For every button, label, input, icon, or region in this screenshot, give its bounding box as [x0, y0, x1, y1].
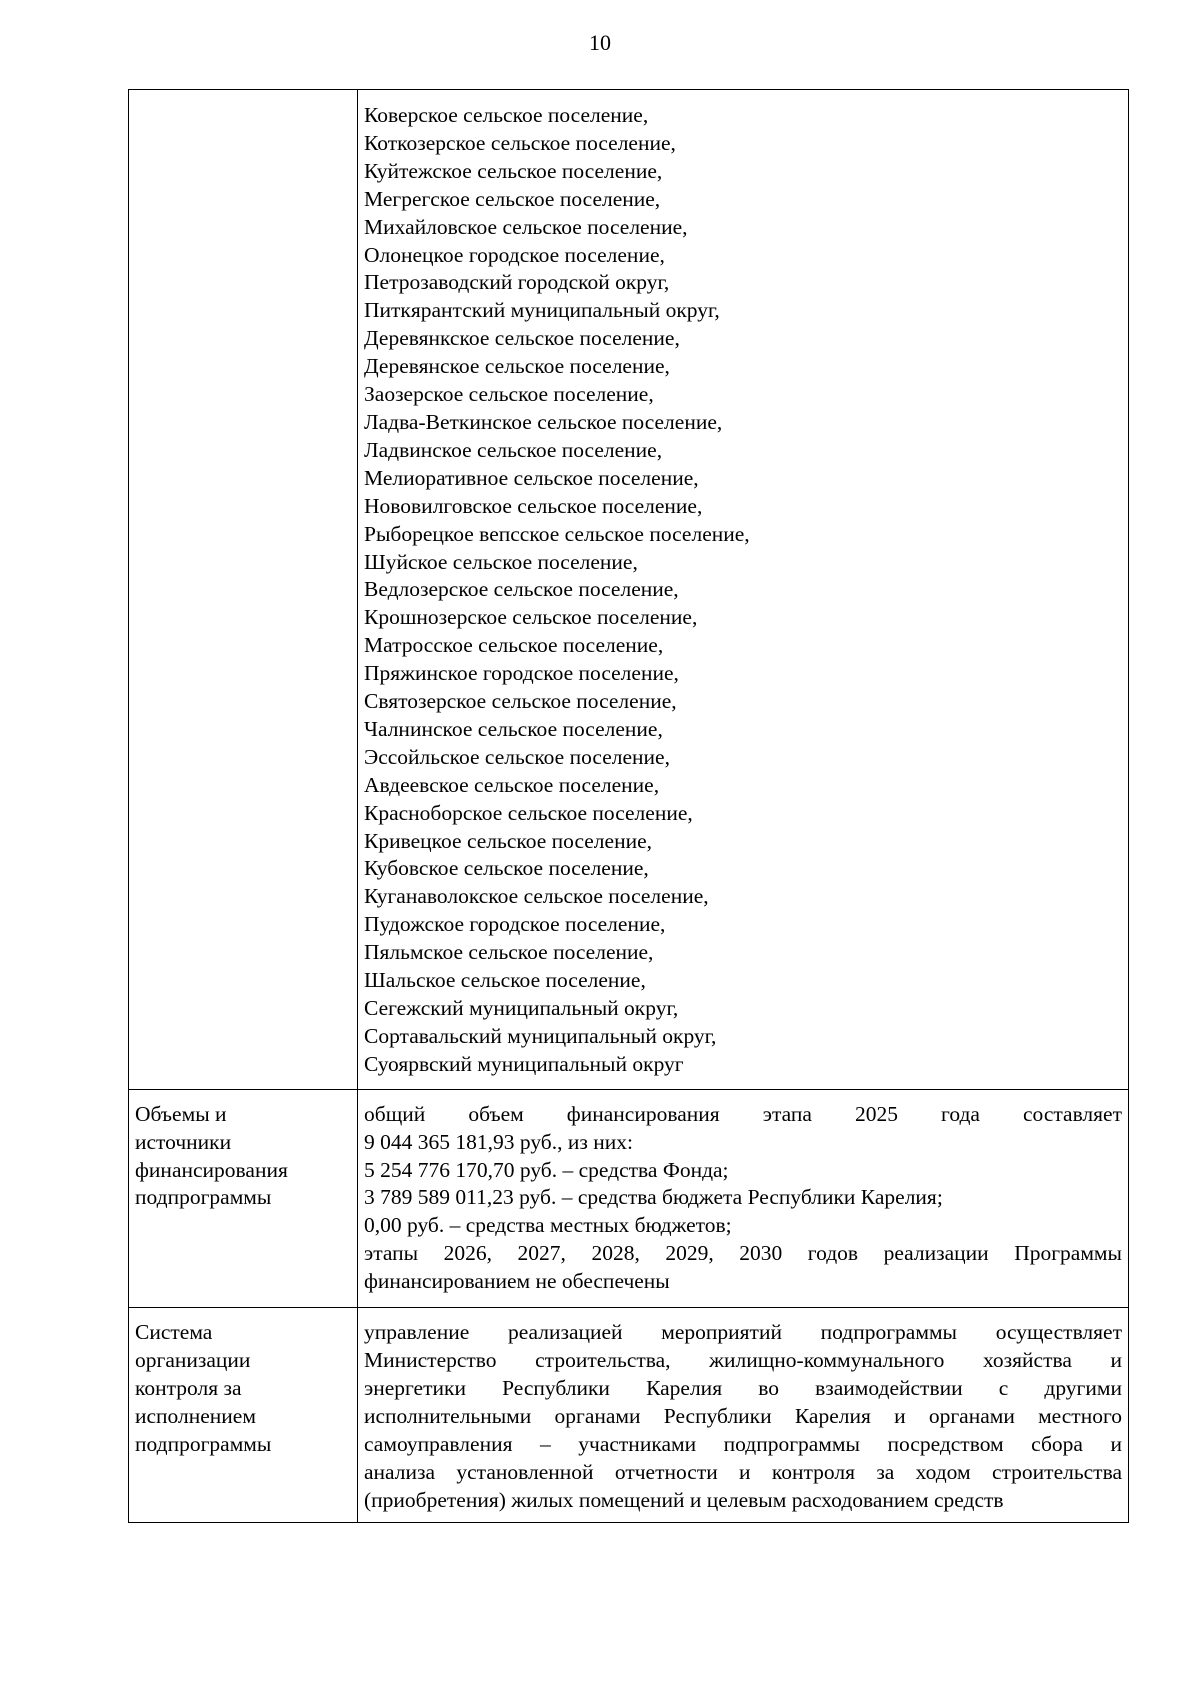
control-label — [129, 1308, 357, 1467]
text-line: общий объем финансирования этапа 2025 года составляет — [364, 1101, 1122, 1126]
municipality-line: Коверское сельское поселение, — [364, 103, 649, 127]
text-line: Министерство строительства, жилищно-коммунального хозяйства и — [364, 1347, 1122, 1372]
municipality-line: Ведлозерское сельское поселение, — [364, 577, 679, 602]
municipality-line: Деревянское сельское поселение, — [364, 354, 670, 379]
municipality-line: Суоярвский муниципальный округ — [364, 1051, 684, 1076]
table-row-financing — [129, 1089, 1129, 1307]
label-line: организации — [135, 1347, 251, 1372]
financing-label — [129, 1090, 357, 1224]
municipality-line: Питкярантский муниципальный округ, — [364, 298, 720, 323]
municipality-line: Эссойльское сельское поселение, — [364, 744, 670, 769]
label-line: подпрограммы — [135, 1431, 272, 1456]
page-number: 10 — [589, 30, 611, 55]
municipality-line: Мелиоративное сельское поселение, — [364, 465, 699, 490]
municipality-line: Ладвинское сельское поселение, — [364, 437, 663, 462]
municipality-line: Деревянкское сельское поселение, — [364, 326, 680, 351]
municipality-line: Авдеевское сельское поселение, — [364, 772, 660, 797]
municipality-line: Матросское сельское поселение, — [364, 633, 664, 658]
label-line: финансирования — [135, 1157, 288, 1182]
table-row-control — [129, 1308, 1129, 1523]
text-line: исполнительными органами Республики Карелия и органами местного — [364, 1403, 1122, 1428]
row3-left-cell — [129, 1308, 358, 1523]
row2-right-cell — [358, 1089, 1129, 1307]
text-line: финансированием не обеспечены — [364, 1269, 670, 1294]
municipality-line: Красноборское сельское поселение, — [364, 800, 693, 825]
control-text — [358, 1308, 1128, 1522]
text-line: 9 044 365 181,93 руб., из них: — [364, 1129, 633, 1154]
municipality-line: Пудожское городское поселение, — [364, 912, 666, 937]
municipality-line: Сегежский муниципальный округ, — [364, 996, 679, 1020]
municipality-line: Куганаволокское сельское поселение, — [364, 884, 709, 909]
municipality-line: Заозерское сельское поселение, — [364, 382, 654, 407]
municipality-line: Ладва-Веткинское сельское поселение, — [364, 409, 723, 434]
municipality-line: Рыборецкое вепсское сельское поселение, — [364, 521, 750, 546]
municipality-line: Шуйское сельское поселение, — [364, 549, 638, 574]
text-line: самоуправления – участниками подпрограммы посредством сбора и — [364, 1431, 1122, 1456]
municipality-line: Петрозаводский городской округ, — [364, 270, 670, 295]
financing-text — [358, 1090, 1128, 1307]
row1-right-cell — [358, 90, 1129, 1090]
row3-right-cell — [358, 1308, 1129, 1523]
text-line: 5 254 776 170,70 руб. – средства Фонда; — [364, 1157, 729, 1182]
municipality-line: Кубовское сельское поселение, — [364, 856, 649, 881]
municipality-line: Олонецкое городское поселение, — [364, 242, 665, 267]
municipality-line: Кривецкое сельское поселение, — [364, 828, 653, 853]
municipality-line: Пяльмское сельское поселение, — [364, 940, 654, 965]
label-line: источники — [135, 1129, 232, 1154]
municipality-line: Шальское сельское поселение, — [364, 968, 646, 993]
municipality-line: Куйтежское сельское поселение, — [364, 158, 663, 183]
label-line: исполнением — [135, 1403, 256, 1428]
label-line: Объемы и — [135, 1101, 227, 1126]
text-line: 3 789 589 011,23 руб. – средства бюджета Республики Карелия; — [364, 1185, 943, 1210]
municipality-line: Коткозерское сельское поселение, — [364, 130, 676, 155]
text-line: 0,00 руб. – средства местных бюджетов; — [364, 1213, 732, 1238]
municipality-line: Сортавальский муниципальный округ, — [364, 1023, 717, 1048]
label-line: Система — [135, 1320, 213, 1345]
row1-left-cell — [129, 90, 358, 1090]
municipality-line: Михайловское сельское поселение, — [364, 214, 688, 239]
text-line: анализа установленной отчетности и контроля за ходом строительства — [364, 1459, 1122, 1484]
text-line: этапы 2026, 2027, 2028, 2029, 2030 годов реализации Программы — [364, 1241, 1122, 1266]
text-line: (приобретения) жилых помещений и целевым расходованием средств — [364, 1487, 1004, 1512]
municipalities-list — [358, 90, 1128, 1089]
municipality-line: Мегрегское сельское поселение, — [364, 186, 661, 211]
label-line: подпрограммы — [135, 1185, 272, 1210]
label-line: контроля за — [135, 1375, 242, 1400]
text-line: энергетики Республики Карелия во взаимодействии с другими — [364, 1375, 1122, 1400]
municipality-line: Крошнозерское сельское поселение, — [364, 605, 698, 630]
program-table — [128, 89, 1129, 1523]
municipality-line: Нововилговское сельское поселение, — [364, 493, 703, 518]
text-line: управление реализацией мероприятий подпрограммы осуществляет — [364, 1320, 1122, 1345]
municipality-line: Чалнинское сельское поселение, — [364, 716, 663, 741]
municipality-line: Пряжинское городское поселение, — [364, 661, 679, 686]
municipality-line: Святозерское сельское поселение, — [364, 689, 677, 714]
row2-left-cell — [129, 1089, 358, 1307]
table-row-municipalities — [129, 90, 1129, 1090]
